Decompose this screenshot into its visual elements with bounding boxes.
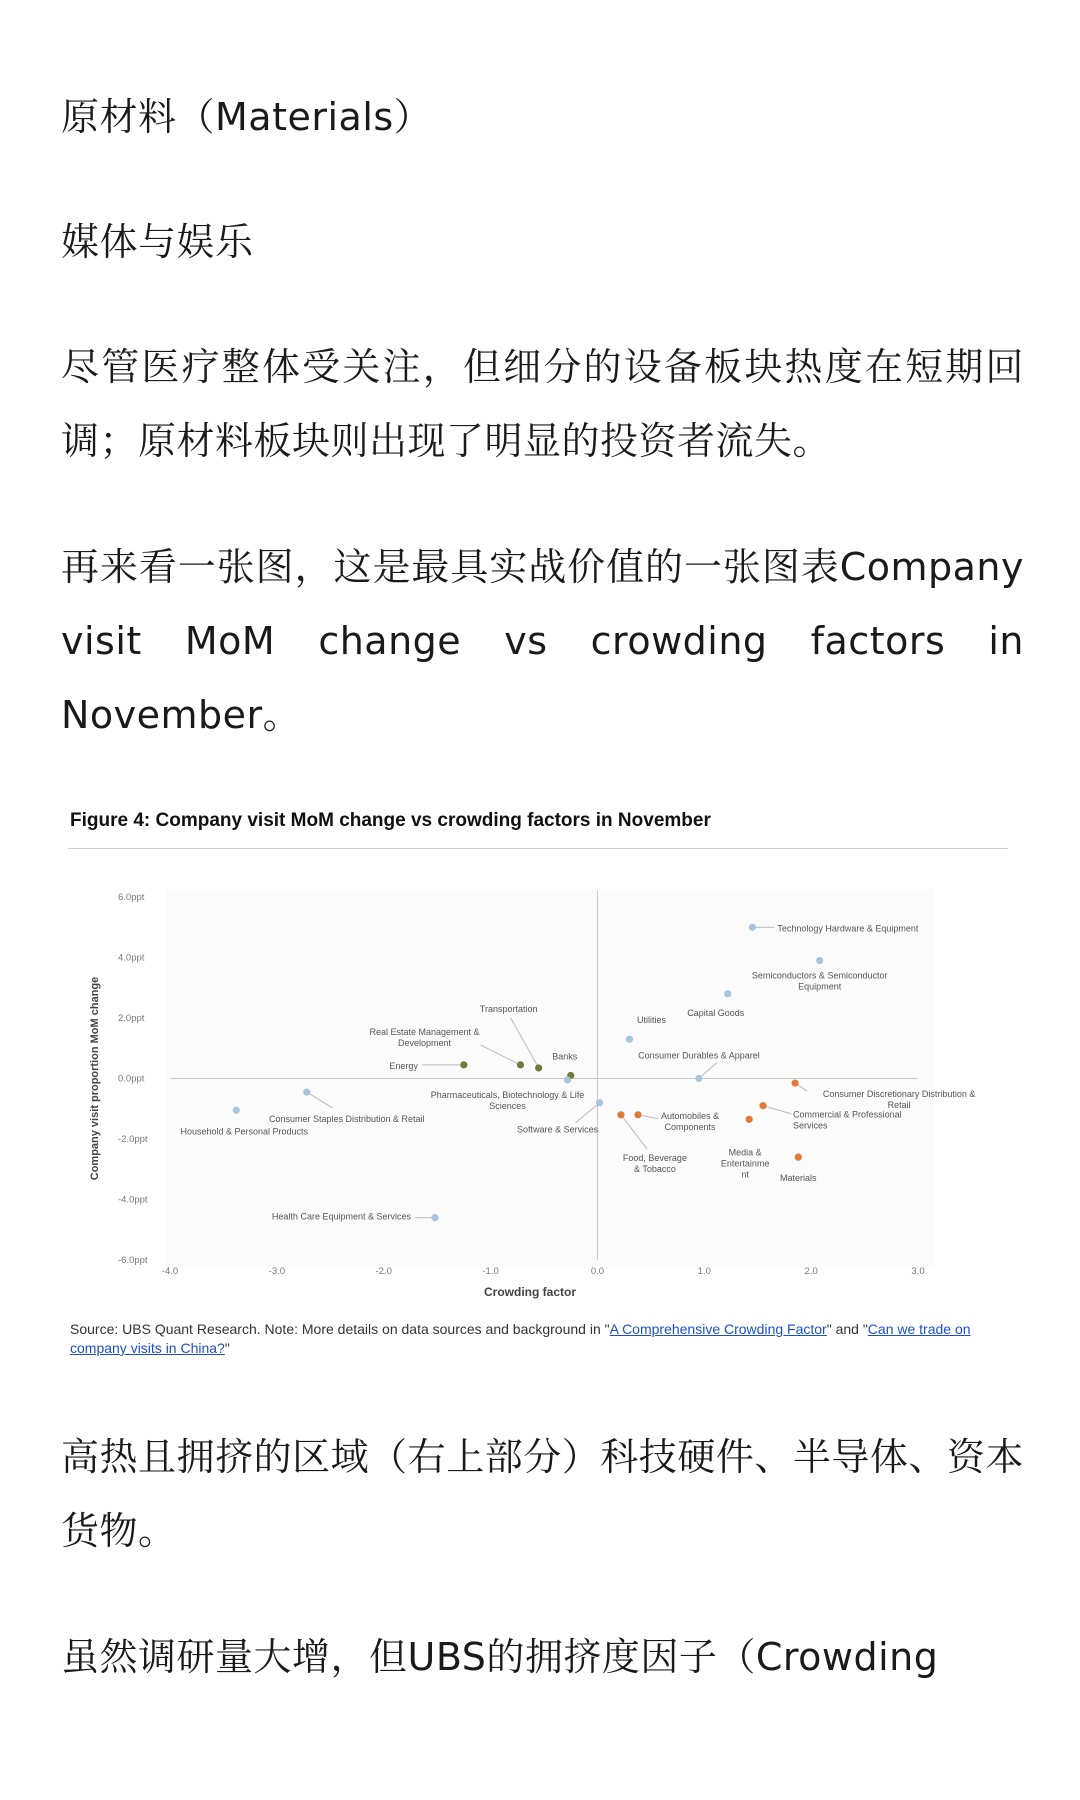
point-label-media-entertainment: Media & Entertainme nt — [720, 1147, 770, 1180]
y-axis-label: Company visit proportion MoM change — [89, 976, 101, 1181]
data-point — [517, 1061, 524, 1068]
x-tick-label: -4.0 — [161, 1266, 179, 1277]
y-tick-label: 6.0ppt — [118, 892, 145, 903]
point-label-household-personal-products: Household & Personal Products — [180, 1126, 309, 1137]
point-label-consumer-durables-apparel: Consumer Durables & Apparel — [638, 1050, 760, 1061]
source-mid: " and " — [826, 1321, 868, 1337]
data-point — [596, 1099, 603, 1106]
point-label-banks: Banks — [552, 1051, 578, 1062]
point-label-software-services: Software & Services — [517, 1124, 599, 1135]
scatter-chart — [58, 852, 1018, 1314]
link-company-visits[interactable]: Can we trade on company visits in China? — [70, 1321, 971, 1356]
point-label-health-care-equipment-services: Health Care Equipment & Services — [271, 1211, 412, 1222]
data-point — [795, 1154, 802, 1161]
y-tick-label: 0.0ppt — [118, 1073, 145, 1085]
data-point — [535, 1064, 542, 1071]
point-label-capital-goods: Capital Goods — [687, 1007, 745, 1018]
paragraph-upper-right: 高热且拥挤的区域（右上部分）科技硬件、半导体、资本货物。 — [61, 1435, 1024, 1553]
point-label-materials: Materials — [780, 1173, 817, 1184]
point-label-commercial-professional-services: Commercial & Professional Services — [793, 1109, 902, 1131]
data-point — [746, 1116, 753, 1123]
data-point — [724, 990, 731, 997]
point-label-consumer-staples-distribution-retail: Consumer Staples Distribution & Retail — [268, 1114, 425, 1125]
data-point — [634, 1111, 641, 1118]
x-tick-label: 1.0 — [697, 1266, 711, 1277]
x-tick-label: 3.0 — [911, 1266, 925, 1277]
point-label-consumer-discretionary-distribution-retail: Consumer Discretionary Distribution & Retail — [822, 1089, 976, 1111]
y-tick-label: 4.0ppt — [118, 952, 145, 964]
x-tick-label: -3.0 — [268, 1266, 286, 1277]
point-label-pharmaceuticals-biotechnology-life-sciences: Pharmaceuticals, Biotechnology & Life Sciences — [430, 1090, 585, 1112]
paragraph-materials: 原材料（Materials） — [61, 95, 433, 139]
y-tick-label: -6.0ppt — [118, 1255, 148, 1266]
data-point — [460, 1061, 467, 1068]
figure-source — [70, 1320, 1010, 1358]
y-tick-label: 2.0ppt — [118, 1013, 145, 1024]
chart-title: Figure 4: Company visit MoM change vs crowding factors in November — [70, 810, 711, 831]
x-tick-label: 0.0 — [590, 1266, 605, 1277]
paragraph-chart-intro: 再来看一张图，这是最具实战价值的一张图表Company visit MoM change vs crowding factors in November。 — [61, 545, 1024, 737]
data-point — [816, 957, 823, 964]
data-point — [564, 1076, 571, 1083]
data-point — [759, 1102, 766, 1109]
point-label-utilities: Utilities — [636, 1015, 666, 1026]
data-point — [695, 1075, 702, 1082]
x-axis-label: Crowding factor — [484, 1285, 576, 1299]
x-tick-label: -2.0 — [375, 1266, 392, 1277]
data-point — [233, 1107, 240, 1114]
data-point — [626, 1036, 633, 1043]
source-prefix: Source: UBS Quant Research. Note: More details on data sources and background in " — [70, 1321, 610, 1337]
point-label-food-beverage-tobacco: Food, Beverage & Tobacco — [622, 1152, 687, 1174]
point-label-technology-hardware-equipment: Technology Hardware & Equipment — [777, 923, 919, 934]
y-tick-label: -2.0ppt — [118, 1134, 148, 1145]
x-tick-label: 2.0 — [804, 1266, 818, 1277]
data-point — [303, 1089, 310, 1096]
point-label-automobiles-components: Automobiles & Components — [661, 1110, 720, 1132]
paragraph-crowding: 虽然调研量大增，但UBS的拥挤度因子（Crowding — [61, 1635, 939, 1679]
point-label-energy: Energy — [389, 1060, 418, 1071]
point-label-real-estate-management-development: Real Estate Management & Development — [369, 1026, 480, 1048]
data-point — [792, 1079, 799, 1086]
point-label-transportation: Transportation — [479, 1003, 538, 1014]
title-divider — [68, 848, 1008, 849]
data-point — [617, 1111, 624, 1118]
source-suffix: " — [224, 1340, 230, 1356]
paragraph-media: 媒体与娱乐 — [61, 220, 254, 264]
figure-chart — [58, 800, 1018, 1360]
paragraph-healthcare: 尽管医疗整体受关注，但细分的设备板块热度在短期回调；原材料板块则出现了明显的投资者流失。 — [61, 345, 1024, 463]
data-point — [749, 924, 756, 931]
data-point — [431, 1214, 438, 1221]
link-crowding-factor[interactable]: A Comprehensive Crowding Factor — [609, 1321, 827, 1337]
x-tick-label: -1.0 — [482, 1266, 499, 1277]
point-label-semiconductors-semiconductor-equipment: Semiconductors & Semiconductor Equipment — [751, 970, 888, 992]
y-tick-label: -4.0ppt — [118, 1194, 148, 1206]
